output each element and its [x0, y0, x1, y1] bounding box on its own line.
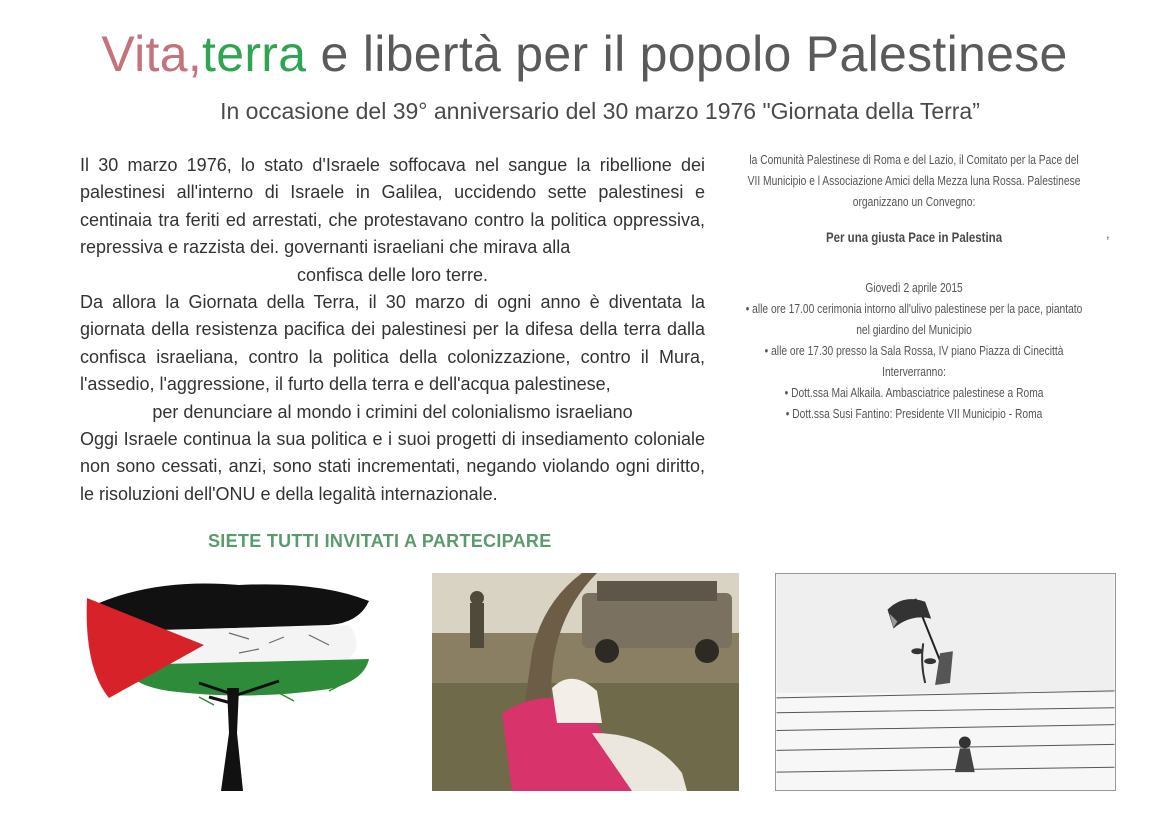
organizers-line-2: VII Municipio e l Associazione Amici della Mezza luna Rossa. Palestinese — [747, 174, 1081, 188]
olive-tree-photo — [432, 573, 739, 791]
page-title — [0, 22, 1169, 86]
paragraph-1: Il 30 marzo 1976, lo stato d'Israele soffocava nel sangue la ribellione dei palestinesi all'interno di Israele in Galilea, uccidendo sette palestinesi e centinaia tra feriti ed arrestati, che protestavano contro la politica oppressiva, repressiva e razzista dei. governanti israeliani che mirava alla — [80, 155, 705, 258]
flag-tree-image — [79, 573, 388, 791]
title-rest: e libertà per il popolo Palestinese — [306, 26, 1068, 82]
event-date: Giovedì 2 aprile 2015 — [865, 281, 963, 295]
paragraph-3: Oggi Israele continua la sua politica e i suoi progetti di insediamento coloniale non sono cessati, anzi, sono stati incrementati, negando violando ogni diritto, le risoluzioni dell'ONU e della legalità internazionale. — [80, 429, 705, 504]
organizers-line-3: organizzano un Convegno: — [852, 195, 976, 209]
speaker-1: • Dott.ssa Mai Alkaila. Ambasciatrice palestinese a Roma — [784, 386, 1044, 400]
title-word-vita: Vita, — [101, 26, 203, 82]
speaker-2: • Dott.ssa Susi Fantino: Presidente VII Municipio - Roma — [785, 407, 1043, 421]
paragraph-1-end: confisca delle loro terre. — [296, 264, 489, 285]
page-subtitle: In occasione del 39° anniversario del 30 marzo 1976 "Giornata della Terra” — [220, 98, 980, 124]
event-item-1-line-2: nel giardino del Municipio — [856, 323, 972, 337]
paragraph-2: Da allora la Giornata della Terra, il 30 marzo di ogni anno è diventata la giornata della resistenza pacifica dei palestinesi per la difesa della terra dalla confisca israeliana, contro la politica della colonizzazione, contro il Mura, l'assedio, l'aggressione, il furto della terra e dell'acqua palestinese, — [80, 292, 705, 395]
flag-tree-illustration — [79, 573, 388, 791]
flag-drawing-image — [775, 573, 1116, 791]
event-item-1-line-1: • alle ore 17.00 cerimonia intorno all'ulivo palestinese per la pace, piantato — [745, 302, 1083, 316]
invitation-text: SIETE TUTTI INVITATI A PARTECIPARE — [208, 531, 552, 551]
paragraph-2-end: per denunciare al mondo i crimini del colonialismo israeliano — [152, 401, 633, 422]
stray-comma: , — [1106, 226, 1110, 241]
organizers-line-1: la Comunità Palestinese di Roma e del Lazio, il Comitato per la Pace del — [749, 153, 1079, 167]
speakers-label: Interverranno: — [882, 365, 946, 379]
event-item-2: • alle ore 17.30 presso la Sala Rossa, IV piano Piazza di Cinecittà — [764, 344, 1064, 358]
olive-tree-photo-illustration — [432, 573, 739, 791]
event-box — [732, 150, 1096, 425]
flag-drawing-illustration — [776, 574, 1115, 790]
title-word-terra: terra — [202, 26, 307, 82]
event-heading: Per una giusta Pace in Palestina — [825, 229, 1003, 245]
main-text — [80, 152, 705, 508]
